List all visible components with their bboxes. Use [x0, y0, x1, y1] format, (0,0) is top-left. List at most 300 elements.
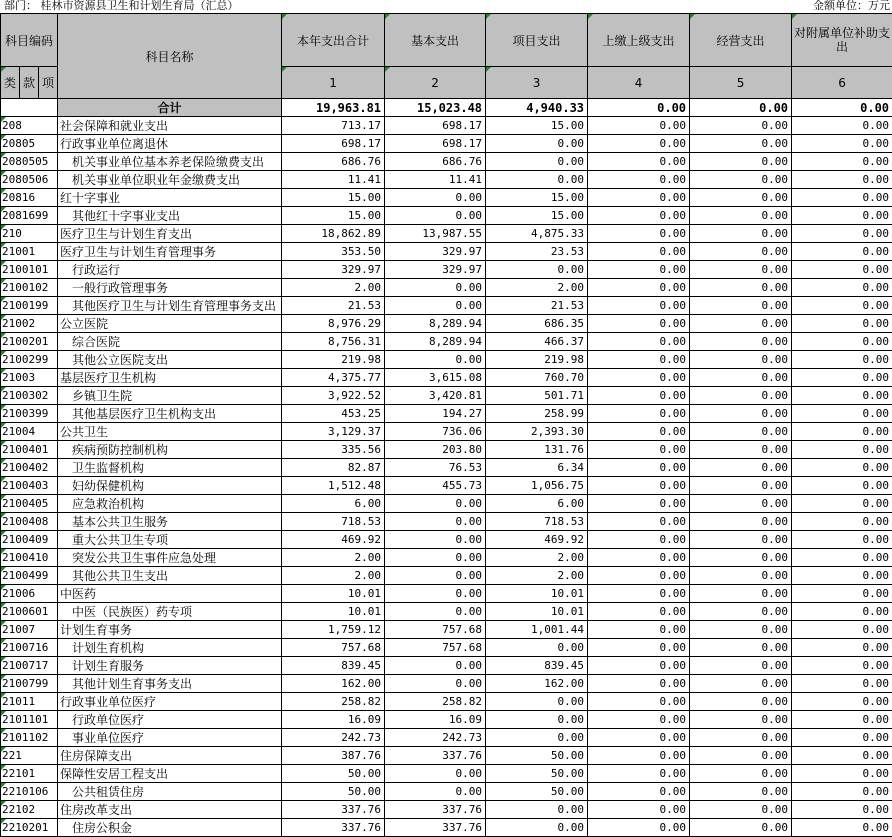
row-basic: 16.09 [385, 711, 486, 729]
row-upper: 0.00 [588, 765, 690, 783]
row-total: 11.41 [282, 171, 385, 189]
row-total: 337.76 [282, 819, 385, 837]
row-total: 387.76 [282, 747, 385, 765]
row-subsidy: 0.00 [792, 513, 892, 531]
row-project: 23.53 [486, 243, 588, 261]
row-name: 住房公积金 [58, 819, 282, 837]
row-basic: 0.00 [385, 765, 486, 783]
row-code: 21007 [1, 621, 58, 639]
row-operation: 0.00 [690, 729, 792, 747]
row-subsidy: 0.00 [792, 297, 892, 315]
row-subsidy: 0.00 [792, 171, 892, 189]
row-upper: 0.00 [588, 315, 690, 333]
row-name: 一般行政管理事务 [58, 279, 282, 297]
row-basic: 0.00 [385, 549, 486, 567]
row-basic: 0.00 [385, 207, 486, 225]
table-row [1, 675, 892, 693]
table-row [1, 711, 892, 729]
row-subsidy: 0.00 [792, 423, 892, 441]
row-subsidy: 0.00 [792, 693, 892, 711]
table-row [1, 729, 892, 747]
row-operation: 0.00 [690, 477, 792, 495]
row-total: 3,922.52 [282, 387, 385, 405]
table-row [1, 153, 892, 171]
row-project: 0.00 [486, 171, 588, 189]
row-project: 15.00 [486, 117, 588, 135]
row-operation: 0.00 [690, 171, 792, 189]
table-row [1, 693, 892, 711]
row-subsidy: 0.00 [792, 567, 892, 585]
row-subsidy: 0.00 [792, 261, 892, 279]
row-operation: 0.00 [690, 585, 792, 603]
row-total: 21.53 [282, 297, 385, 315]
row-name: 事业单位医疗 [58, 729, 282, 747]
row-upper: 0.00 [588, 531, 690, 549]
row-upper: 0.00 [588, 207, 690, 225]
row-name: 中医药 [58, 585, 282, 603]
row-code: 2101102 [1, 729, 58, 747]
row-basic: 0.00 [385, 531, 486, 549]
row-subsidy: 0.00 [792, 495, 892, 513]
row-subsidy: 0.00 [792, 387, 892, 405]
table-row [1, 765, 892, 783]
row-subsidy: 0.00 [792, 819, 892, 837]
row-name: 突发公共卫生事件应急处理 [58, 549, 282, 567]
row-total: 3,129.37 [282, 423, 385, 441]
table-row [1, 261, 892, 279]
row-basic: 455.73 [385, 477, 486, 495]
table-row [1, 423, 892, 441]
row-code: 208 [1, 117, 58, 135]
row-name: 行政事业单位医疗 [58, 693, 282, 711]
row-operation: 0.00 [690, 693, 792, 711]
row-project: 15.00 [486, 189, 588, 207]
row-name: 公共租赁住房 [58, 783, 282, 801]
row-upper: 0.00 [588, 567, 690, 585]
row-total: 713.17 [282, 117, 385, 135]
row-subsidy: 0.00 [792, 207, 892, 225]
row-subsidy: 0.00 [792, 477, 892, 495]
row-operation: 0.00 [690, 261, 792, 279]
row-subsidy: 0.00 [792, 531, 892, 549]
row-project: 10.01 [486, 585, 588, 603]
row-name: 卫生监督机构 [58, 459, 282, 477]
row-total: 337.76 [282, 801, 385, 819]
total-upper: 0.00 [588, 99, 690, 117]
row-basic: 3,615.08 [385, 369, 486, 387]
row-code: 221 [1, 747, 58, 765]
row-subsidy: 0.00 [792, 333, 892, 351]
row-upper: 0.00 [588, 675, 690, 693]
table-row [1, 405, 892, 423]
row-operation: 0.00 [690, 513, 792, 531]
row-basic: 698.17 [385, 135, 486, 153]
row-operation: 0.00 [690, 567, 792, 585]
row-subsidy: 0.00 [792, 711, 892, 729]
table-row [1, 603, 892, 621]
row-upper: 0.00 [588, 117, 690, 135]
row-total: 8,976.29 [282, 315, 385, 333]
row-project: 50.00 [486, 747, 588, 765]
row-subsidy: 0.00 [792, 603, 892, 621]
row-project: 0.00 [486, 693, 588, 711]
table-row [1, 135, 892, 153]
row-upper: 0.00 [588, 657, 690, 675]
row-upper: 0.00 [588, 585, 690, 603]
row-basic: 13,987.55 [385, 225, 486, 243]
row-subsidy: 0.00 [792, 405, 892, 423]
row-basic: 757.68 [385, 621, 486, 639]
row-name: 中医（民族医）药专项 [58, 603, 282, 621]
row-operation: 0.00 [690, 207, 792, 225]
row-name: 行政运行 [58, 261, 282, 279]
row-upper: 0.00 [588, 495, 690, 513]
row-project: 219.98 [486, 351, 588, 369]
row-upper: 0.00 [588, 711, 690, 729]
col-lei-header: 类 [1, 67, 20, 99]
row-operation: 0.00 [690, 405, 792, 423]
table-row [1, 495, 892, 513]
row-total: 698.17 [282, 135, 385, 153]
row-name: 其他医疗卫生与计划生育管理事务支出 [58, 297, 282, 315]
row-subsidy: 0.00 [792, 783, 892, 801]
department-label: 部门： 桂林市资源县卫生和计划生育局（汇总） [4, 0, 239, 12]
row-basic: 258.82 [385, 693, 486, 711]
row-total: 15.00 [282, 189, 385, 207]
row-name: 计划生育服务 [58, 657, 282, 675]
row-upper: 0.00 [588, 225, 690, 243]
row-upper: 0.00 [588, 153, 690, 171]
row-name: 其他基层医疗卫生机构支出 [58, 405, 282, 423]
row-name: 综合医院 [58, 333, 282, 351]
table-row [1, 243, 892, 261]
row-upper: 0.00 [588, 603, 690, 621]
row-subsidy: 0.00 [792, 189, 892, 207]
row-name: 住房保障支出 [58, 747, 282, 765]
row-upper: 0.00 [588, 171, 690, 189]
row-code: 2100799 [1, 675, 58, 693]
row-subsidy: 0.00 [792, 351, 892, 369]
total-subsidy: 0.00 [792, 99, 892, 117]
total-project: 4,940.33 [486, 99, 588, 117]
row-operation: 0.00 [690, 747, 792, 765]
row-upper: 0.00 [588, 801, 690, 819]
row-basic: 203.80 [385, 441, 486, 459]
row-operation: 0.00 [690, 441, 792, 459]
row-operation: 0.00 [690, 387, 792, 405]
row-subsidy: 0.00 [792, 459, 892, 477]
row-name: 其他公立医院支出 [58, 351, 282, 369]
row-code: 21004 [1, 423, 58, 441]
row-total: 329.97 [282, 261, 385, 279]
total-sum: 19,963.81 [282, 99, 385, 117]
row-basic: 337.76 [385, 801, 486, 819]
row-subsidy: 0.00 [792, 585, 892, 603]
row-code: 2100199 [1, 297, 58, 315]
row-project: 0.00 [486, 711, 588, 729]
row-basic: 8,289.94 [385, 315, 486, 333]
row-basic: 736.06 [385, 423, 486, 441]
row-upper: 0.00 [588, 783, 690, 801]
row-name: 其他红十字事业支出 [58, 207, 282, 225]
row-code: 2101101 [1, 711, 58, 729]
row-total: 757.68 [282, 639, 385, 657]
row-upper: 0.00 [588, 387, 690, 405]
row-upper: 0.00 [588, 243, 690, 261]
row-name: 医疗卫生与计划生育管理事务 [58, 243, 282, 261]
row-total: 2.00 [282, 567, 385, 585]
row-basic: 0.00 [385, 567, 486, 585]
row-total: 50.00 [282, 765, 385, 783]
row-basic: 76.53 [385, 459, 486, 477]
row-total: 258.82 [282, 693, 385, 711]
row-project: 15.00 [486, 207, 588, 225]
total-operation: 0.00 [690, 99, 792, 117]
row-project: 0.00 [486, 729, 588, 747]
row-operation: 0.00 [690, 315, 792, 333]
col-total-header: 本年支出合计 [282, 14, 385, 67]
row-subsidy: 0.00 [792, 765, 892, 783]
row-operation: 0.00 [690, 117, 792, 135]
row-upper: 0.00 [588, 819, 690, 837]
table-row [1, 279, 892, 297]
row-project: 0.00 [486, 801, 588, 819]
row-total: 242.73 [282, 729, 385, 747]
row-operation: 0.00 [690, 189, 792, 207]
row-project: 131.76 [486, 441, 588, 459]
row-operation: 0.00 [690, 153, 792, 171]
row-name: 计划生育事务 [58, 621, 282, 639]
row-operation: 0.00 [690, 639, 792, 657]
row-subsidy: 0.00 [792, 225, 892, 243]
row-operation: 0.00 [690, 549, 792, 567]
total-row [1, 99, 892, 117]
row-basic: 757.68 [385, 639, 486, 657]
table-row [1, 639, 892, 657]
row-project: 686.35 [486, 315, 588, 333]
row-upper: 0.00 [588, 189, 690, 207]
row-subsidy: 0.00 [792, 675, 892, 693]
expenditure-table [0, 13, 892, 837]
table-row [1, 207, 892, 225]
table-row [1, 477, 892, 495]
row-project: 2.00 [486, 567, 588, 585]
row-upper: 0.00 [588, 441, 690, 459]
row-operation: 0.00 [690, 711, 792, 729]
row-basic: 3,420.81 [385, 387, 486, 405]
row-operation: 0.00 [690, 459, 792, 477]
row-basic: 329.97 [385, 243, 486, 261]
row-operation: 0.00 [690, 135, 792, 153]
row-project: 6.34 [486, 459, 588, 477]
row-code: 2100201 [1, 333, 58, 351]
row-subsidy: 0.00 [792, 243, 892, 261]
row-code: 2100401 [1, 441, 58, 459]
row-basic: 337.76 [385, 747, 486, 765]
row-project: 2.00 [486, 279, 588, 297]
row-code: 22102 [1, 801, 58, 819]
row-name: 妇幼保健机构 [58, 477, 282, 495]
row-name: 保障性安居工程支出 [58, 765, 282, 783]
row-project: 0.00 [486, 639, 588, 657]
row-project: 760.70 [486, 369, 588, 387]
row-subsidy: 0.00 [792, 729, 892, 747]
col-idx-3: 3 [486, 67, 588, 99]
row-name: 行政单位医疗 [58, 711, 282, 729]
row-subsidy: 0.00 [792, 369, 892, 387]
row-total: 353.50 [282, 243, 385, 261]
row-upper: 0.00 [588, 351, 690, 369]
row-basic: 0.00 [385, 783, 486, 801]
row-code: 2080506 [1, 171, 58, 189]
row-basic: 0.00 [385, 657, 486, 675]
row-subsidy: 0.00 [792, 747, 892, 765]
col-idx-6: 6 [792, 67, 892, 99]
row-code: 2100102 [1, 279, 58, 297]
row-upper: 0.00 [588, 459, 690, 477]
row-total: 6.00 [282, 495, 385, 513]
row-subsidy: 0.00 [792, 657, 892, 675]
row-total: 686.76 [282, 153, 385, 171]
row-code: 21011 [1, 693, 58, 711]
row-code: 2100716 [1, 639, 58, 657]
table-row [1, 531, 892, 549]
row-upper: 0.00 [588, 261, 690, 279]
table-row [1, 585, 892, 603]
row-operation: 0.00 [690, 225, 792, 243]
row-code: 2210106 [1, 783, 58, 801]
row-name: 其他计划生育事务支出 [58, 675, 282, 693]
row-project: 4,875.33 [486, 225, 588, 243]
row-code: 22101 [1, 765, 58, 783]
row-operation: 0.00 [690, 351, 792, 369]
row-code: 2100403 [1, 477, 58, 495]
table-row [1, 333, 892, 351]
table-row [1, 315, 892, 333]
row-operation: 0.00 [690, 333, 792, 351]
row-operation: 0.00 [690, 531, 792, 549]
row-basic: 0.00 [385, 513, 486, 531]
row-code: 2100408 [1, 513, 58, 531]
table-row [1, 189, 892, 207]
row-basic: 242.73 [385, 729, 486, 747]
row-basic: 329.97 [385, 261, 486, 279]
row-upper: 0.00 [588, 135, 690, 153]
row-basic: 194.27 [385, 405, 486, 423]
row-total: 162.00 [282, 675, 385, 693]
col-kuan-header: 款 [20, 67, 39, 99]
row-operation: 0.00 [690, 369, 792, 387]
row-operation: 0.00 [690, 603, 792, 621]
col-operation-header: 经营支出 [690, 14, 792, 67]
row-project: 258.99 [486, 405, 588, 423]
row-upper: 0.00 [588, 747, 690, 765]
row-name: 疾病预防控制机构 [58, 441, 282, 459]
table-row [1, 549, 892, 567]
row-total: 10.01 [282, 585, 385, 603]
row-subsidy: 0.00 [792, 639, 892, 657]
col-name-header: 科目名称 [58, 14, 282, 99]
row-subsidy: 0.00 [792, 153, 892, 171]
row-name: 应急救治机构 [58, 495, 282, 513]
row-project: 10.01 [486, 603, 588, 621]
row-name: 红十字事业 [58, 189, 282, 207]
row-basic: 11.41 [385, 171, 486, 189]
row-code: 20805 [1, 135, 58, 153]
row-project: 1,001.44 [486, 621, 588, 639]
row-project: 469.92 [486, 531, 588, 549]
row-basic: 8,289.94 [385, 333, 486, 351]
row-code: 2100299 [1, 351, 58, 369]
row-code: 2081699 [1, 207, 58, 225]
col-basic-header: 基本支出 [385, 14, 486, 67]
col-upper-header: 上缴上级支出 [588, 14, 690, 67]
report-header-line [0, 0, 892, 13]
row-code: 20816 [1, 189, 58, 207]
row-subsidy: 0.00 [792, 549, 892, 567]
row-basic: 686.76 [385, 153, 486, 171]
row-code: 2100410 [1, 549, 58, 567]
col-idx-4: 4 [588, 67, 690, 99]
row-subsidy: 0.00 [792, 315, 892, 333]
row-name: 行政事业单位离退休 [58, 135, 282, 153]
row-code: 2100101 [1, 261, 58, 279]
row-basic: 0.00 [385, 495, 486, 513]
row-upper: 0.00 [588, 297, 690, 315]
table-row [1, 225, 892, 243]
row-name: 基本公共卫生服务 [58, 513, 282, 531]
row-upper: 0.00 [588, 423, 690, 441]
row-basic: 0.00 [385, 603, 486, 621]
row-total: 82.87 [282, 459, 385, 477]
row-name: 公共卫生 [58, 423, 282, 441]
row-name: 重大公共卫生专项 [58, 531, 282, 549]
row-project: 0.00 [486, 135, 588, 153]
row-basic: 0.00 [385, 351, 486, 369]
row-total: 16.09 [282, 711, 385, 729]
col-project-header: 项目支出 [486, 14, 588, 67]
col-code-header: 科目编码 [1, 14, 58, 67]
row-total: 8,756.31 [282, 333, 385, 351]
row-code: 2080505 [1, 153, 58, 171]
col-subsidy-header: 对附属单位补助支出 [792, 14, 892, 67]
row-operation: 0.00 [690, 423, 792, 441]
row-code: 21002 [1, 315, 58, 333]
table-row [1, 459, 892, 477]
row-operation: 0.00 [690, 765, 792, 783]
row-subsidy: 0.00 [792, 621, 892, 639]
row-project: 6.00 [486, 495, 588, 513]
row-name: 医疗卫生与计划生育支出 [58, 225, 282, 243]
row-basic: 0.00 [385, 675, 486, 693]
table-row [1, 171, 892, 189]
row-name: 乡镇卫生院 [58, 387, 282, 405]
row-project: 2.00 [486, 549, 588, 567]
row-subsidy: 0.00 [792, 801, 892, 819]
table-row [1, 387, 892, 405]
row-basic: 0.00 [385, 585, 486, 603]
table-row [1, 747, 892, 765]
row-total: 50.00 [282, 783, 385, 801]
row-operation: 0.00 [690, 297, 792, 315]
row-upper: 0.00 [588, 279, 690, 297]
row-project: 21.53 [486, 297, 588, 315]
table-row [1, 351, 892, 369]
row-name: 社会保障和就业支出 [58, 117, 282, 135]
row-total: 219.98 [282, 351, 385, 369]
table-row [1, 819, 892, 837]
row-total: 453.25 [282, 405, 385, 423]
